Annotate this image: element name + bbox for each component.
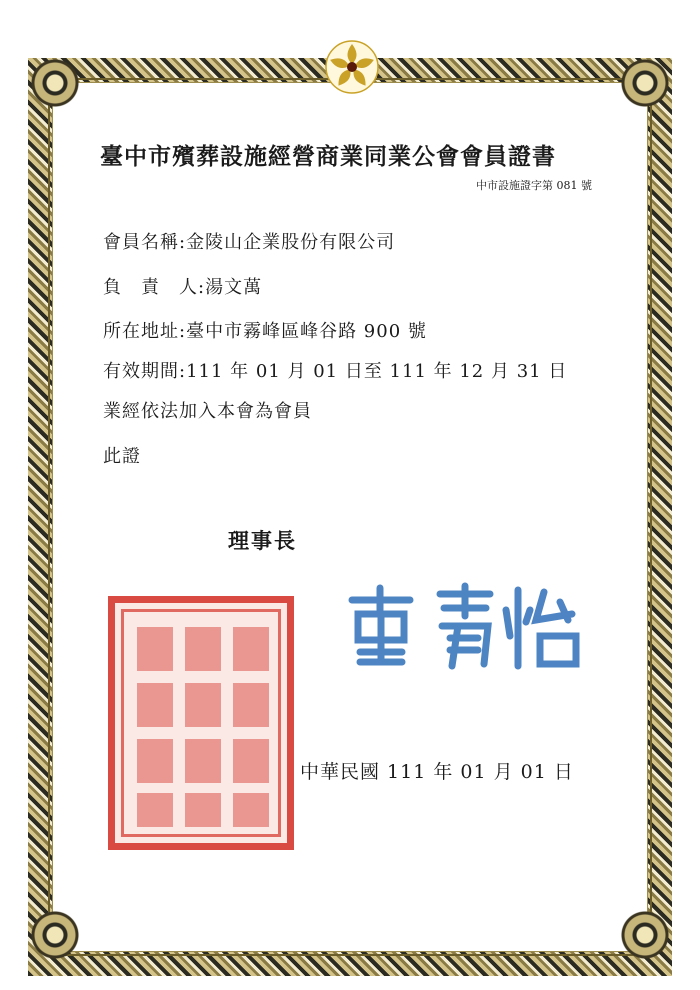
responsible-person-line: 負 責 人:湯文萬: [103, 277, 263, 298]
corner-ornament-top-right: [610, 48, 680, 118]
validity-period-line: 有效期間:111 年 01 月 01 日至 111 年 12 月 31 日: [103, 361, 568, 382]
member-name-line: 會員名稱:金陵山企業股份有限公司: [103, 232, 396, 253]
certificate-title: 臺中市殯葬設施經營商業同業公會會員證書: [100, 143, 556, 170]
chairman-label: 理事長: [228, 528, 297, 553]
certify-text: 此證: [103, 446, 141, 467]
corner-ornament-top-left: [20, 48, 90, 118]
corner-ornament-bottom-left: [20, 900, 90, 970]
chairman-signature-stamp: [340, 580, 590, 670]
membership-statement: 業經依法加入本會為會員: [103, 401, 312, 422]
issue-date: 中華民國 111 年 01 月 01 日: [300, 761, 574, 783]
address-line: 所在地址:臺中市霧峰區峰谷路 900 號: [103, 321, 427, 342]
certificate-number: 中市設施證字第 081 號: [476, 179, 592, 192]
association-emblem-icon: [325, 40, 379, 94]
corner-ornament-bottom-right: [610, 900, 680, 970]
official-seal: [108, 596, 294, 850]
